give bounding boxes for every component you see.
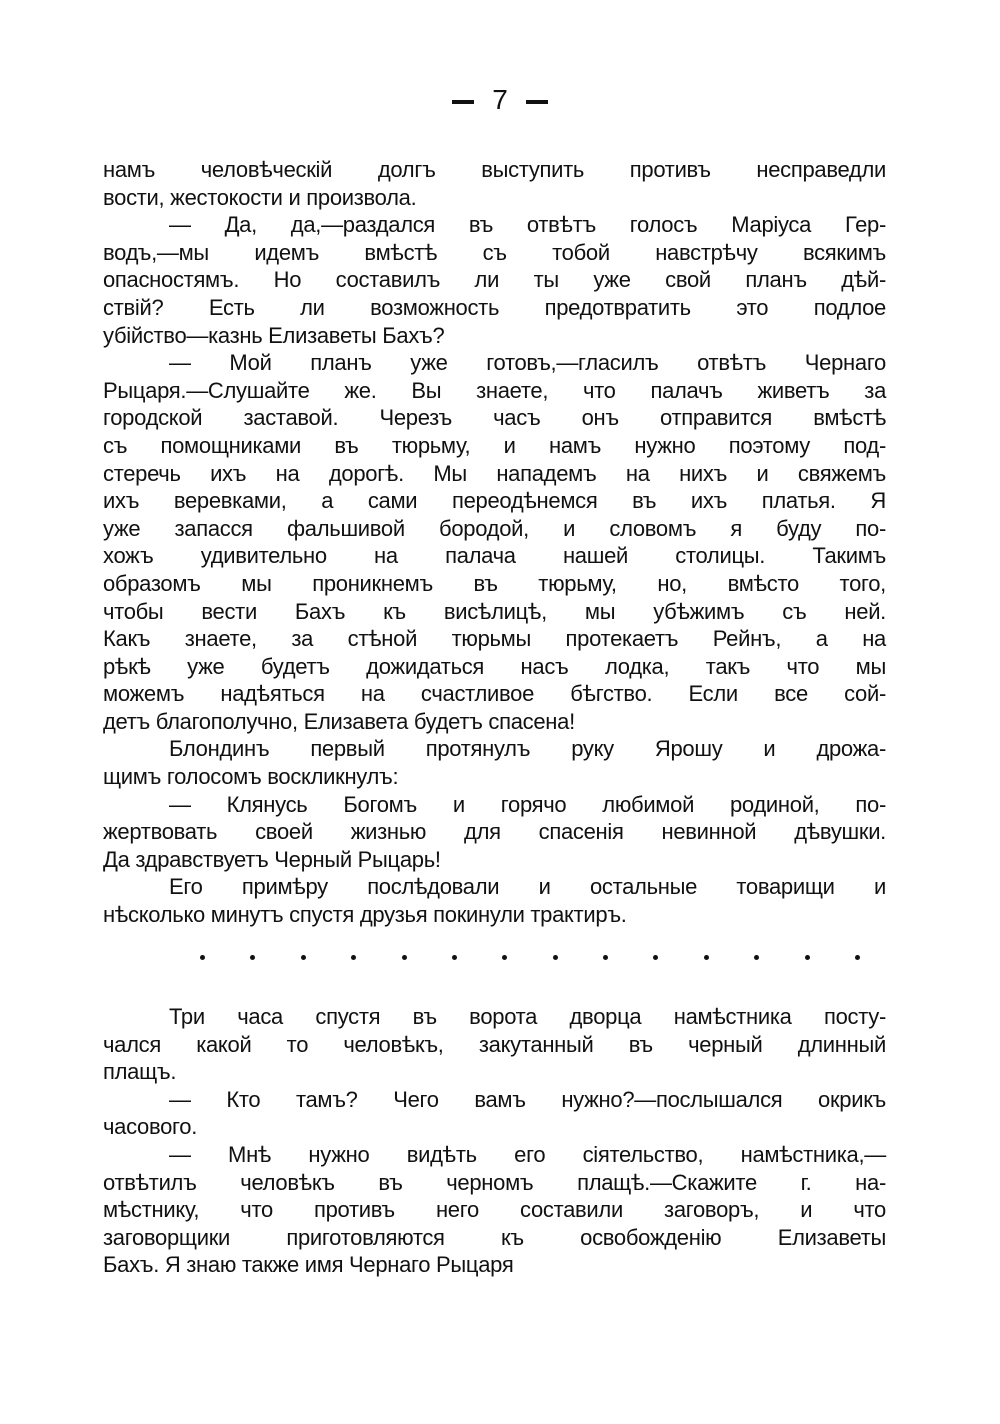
text-line: ихъ веревками, а сами переодѣнемся въ ихъ платья. Я (103, 488, 886, 514)
text-line: намъ человѣческій долгъ выступить противъ несправедли (103, 157, 886, 182)
text-section-1 (103, 156, 886, 929)
text-line: хожъ удивительно на палача нашей столицы. Такимъ (103, 543, 886, 569)
text-line: Да здравствуетъ Черный Рыцарь! (103, 846, 441, 872)
text-line: часового. (103, 1114, 198, 1140)
section-separator-dots (200, 955, 860, 960)
text-line: Бахъ. Я знаю также имя Чернаго Рыцаря (103, 1252, 514, 1278)
text-line: Три часа спустя въ ворота дворца намѣстника посту- (169, 1004, 886, 1029)
text-line: плащъ. (103, 1059, 177, 1085)
text-line: убійство—казнь Елизаветы Бахъ? (103, 322, 445, 348)
text-line: городской заставой. Черезъ часъ онъ отправится вмѣстѣ (103, 405, 886, 431)
text-line: водъ,—мы идемъ вмѣстѣ съ тобой навстрѣчу всякимъ (103, 239, 886, 265)
text-line: опасностямъ. Но составилъ ли ты уже свой планъ дѣй- (103, 267, 886, 293)
text-section-2 (103, 1003, 886, 1279)
text-line: Его примѣру послѣдовали и остальные товарищи и (169, 874, 886, 900)
text-line: нѣсколько минутъ спустя друзья покинули трактиръ. (103, 902, 627, 928)
dash-left (452, 100, 474, 104)
text-line: Блондинъ первый протянулъ руку Ярошу и дрожа- (169, 736, 886, 762)
text-line: — Мой планъ уже готовъ,—гласилъ отвѣтъ Чернаго (169, 350, 886, 376)
page-number (0, 84, 1000, 116)
text-line: Рыцаря.—Слушайте же. Вы знаете, что палачъ живетъ за (103, 377, 886, 403)
text-line: — Кто тамъ? Чего вамъ нужно?—послышался окрикъ (169, 1086, 886, 1112)
text-line: чтобы вести Бахъ къ висѣлицѣ, мы убѣжимъ съ ней. (103, 598, 886, 624)
page-number-text: 7 (492, 84, 508, 115)
text-line: — Клянусь Богомъ и горячо любимой родиной, по- (169, 791, 886, 817)
text-line: можемъ надѣяться на счастливое бѣгство. Если все сой- (103, 681, 886, 707)
text-line: уже запасся фальшивой бородой, и словомъ я буду по- (103, 515, 886, 541)
text-line: Какъ знаете, за стѣной тюрьмы протекаетъ Рейнъ, а на (103, 626, 886, 652)
text-line: вости, жестокости и произвола. (103, 184, 417, 210)
text-line: мѣстнику, что противъ него составили заговоръ, и что (103, 1197, 886, 1223)
text-line: ствій? Есть ли возможность предотвратить это подлое (103, 294, 886, 320)
text-line: стеречь ихъ на дорогѣ. Мы нападемъ на нихъ и свяжемъ (103, 460, 886, 486)
text-line: съ помощниками въ тюрьму, и намъ нужно поэтому под- (103, 432, 886, 458)
text-line: — Да, да,—раздался въ отвѣтъ голосъ Маріуса Гер- (169, 212, 886, 238)
dash-right (526, 100, 548, 104)
text-line: заговорщики приготовляются къ освобожденію Елизаветы (103, 1224, 886, 1250)
text-line: образомъ мы проникнемъ въ тюрьму, но, вмѣсто того, (103, 570, 886, 596)
text-line: жертвовать своей жизнью для спасенія невинной дѣвушки. (103, 819, 886, 845)
text-line: щимъ голосомъ воскликнулъ: (103, 764, 399, 790)
text-line: — Мнѣ нужно видѣть его сіятельство, намѣстника,— (169, 1141, 886, 1167)
text-line: отвѣтилъ человѣкъ въ черномъ плащѣ.—Скажите г. на- (103, 1169, 886, 1195)
text-line: чался какой то человѣкъ, закутанный въ черный длинный (103, 1031, 886, 1057)
text-line: детъ благополучно, Елизавета будетъ спасена! (103, 708, 575, 734)
text-line: рѣкѣ уже будетъ дожидаться насъ лодка, такъ что мы (103, 653, 886, 679)
